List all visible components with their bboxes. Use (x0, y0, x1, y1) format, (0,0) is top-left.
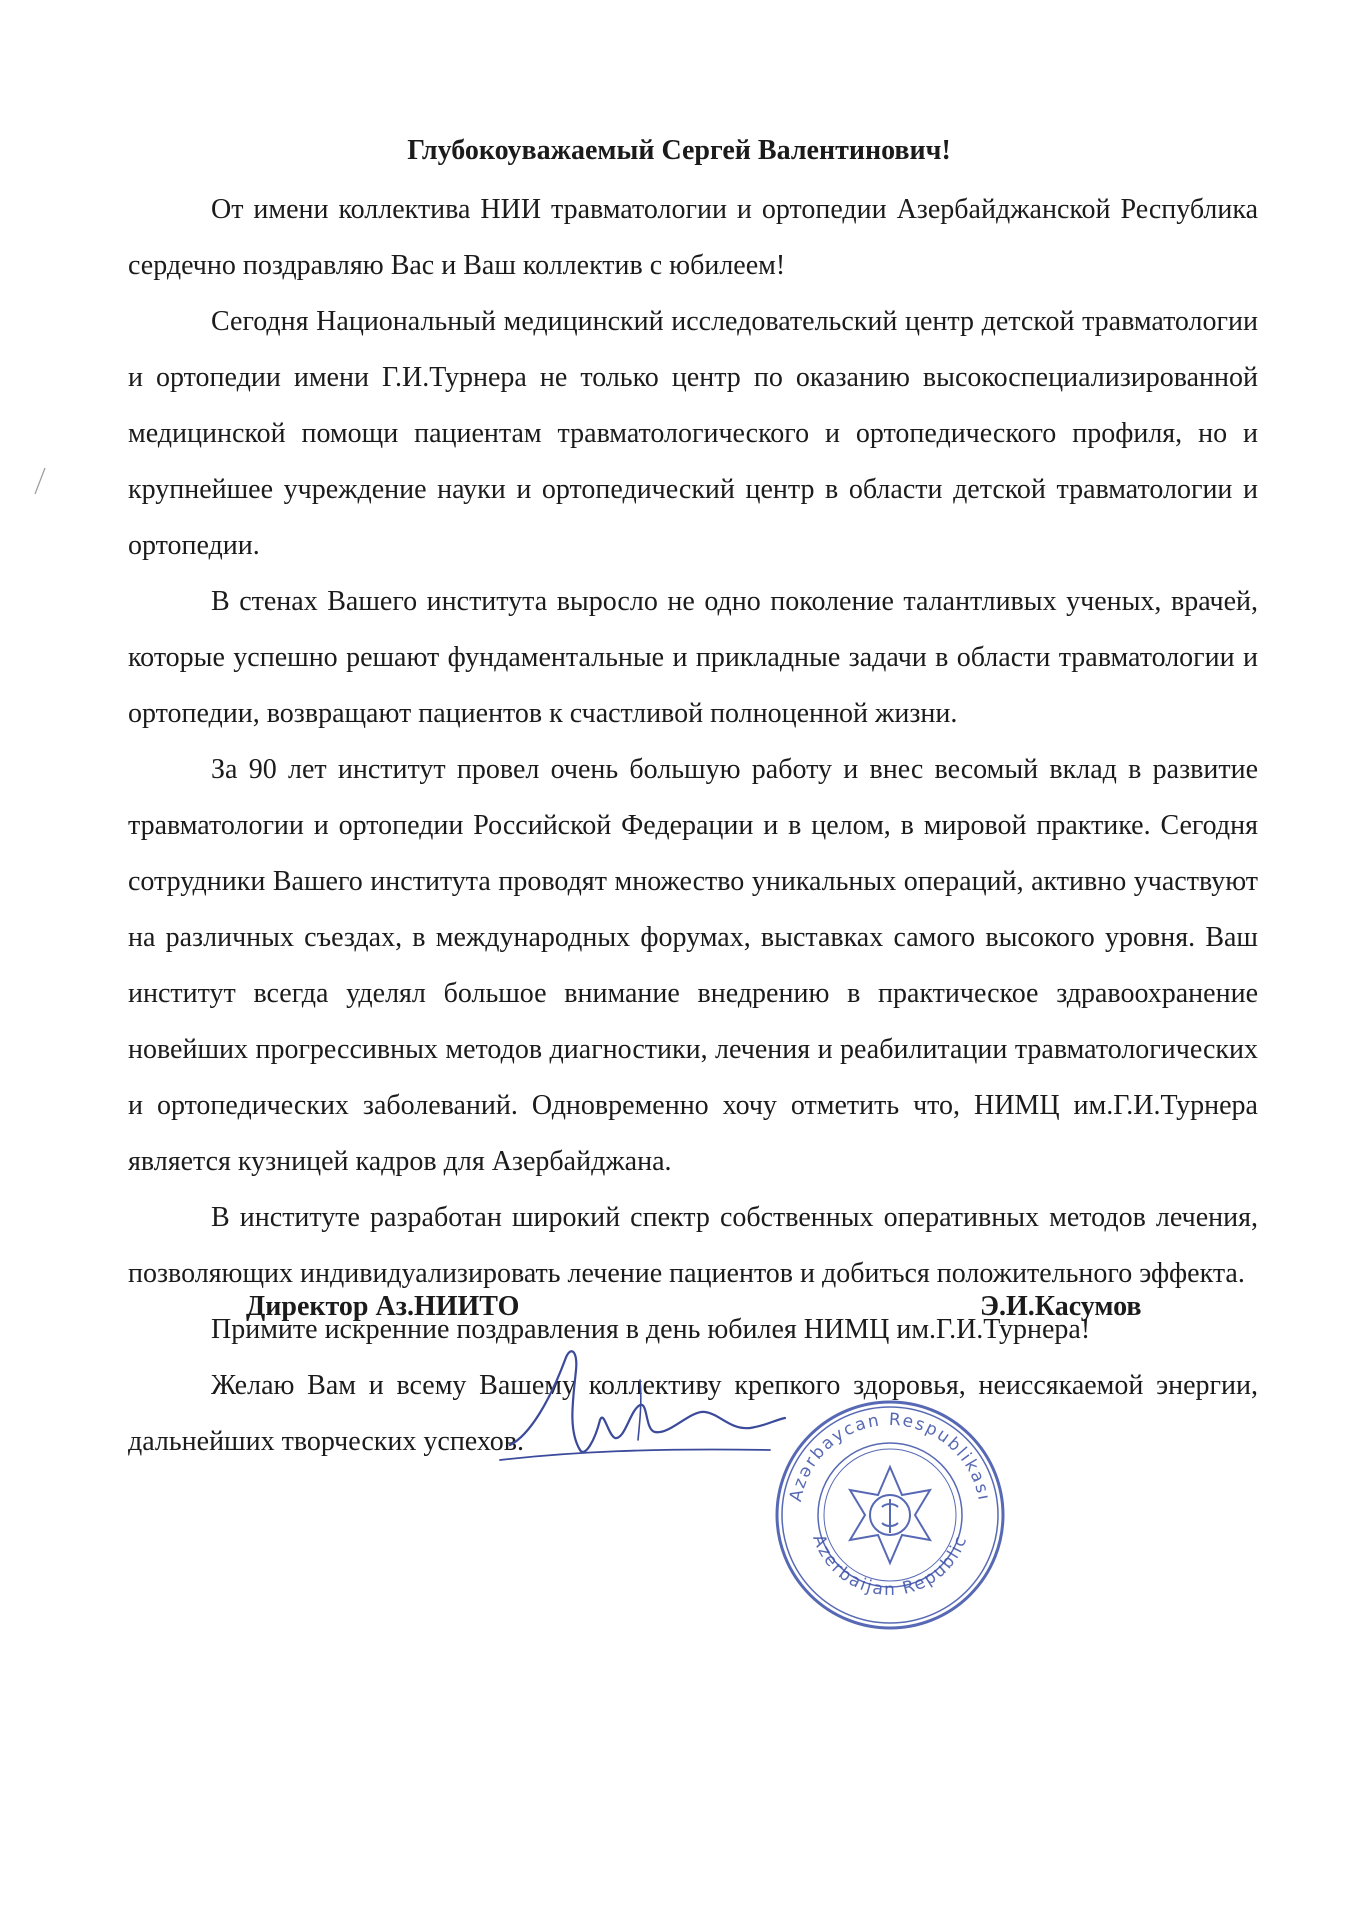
signatory-title: Директор Аз.НИИТО (246, 1291, 520, 1322)
margin-mark (30, 466, 50, 496)
paragraph-center-description: Сегодня Национальный медицинский исследовательский центр детской травматологии и ортопедии имени Г.И.Турнера не только центр по оказанию высокоспециализированной медицинской помощи пациентам травматологического и ортопедического профиля, но и крупнейшее учреждение науки и ортопедический центр в области детской травматологии и ортопедии. (128, 306, 1258, 561)
seal-top-text: Azərbaycan Respublikası (785, 1409, 994, 1504)
paragraph-90-years: За 90 лет институт провел очень большую работу и внес весомый вклад в развитие травматологии и ортопедии Российской Федерации и в целом, в мировой практике. Сегодня сотрудники Вашего института проводят множество уникальных операций, активно участвуют на различных съездах, в международных форумах, выставках самого высокого уровня. Ваш институт всегда уделял большое внимание внедрению в практическое здравоохранение новейших прогрессивных методов диагностики, лечения и реабилитации травматологических и ортопедических заболеваний. Одновременно хочу отметить что, НИМЦ им.Г.И.Турнера является кузницей кадров для Азербайджана. (128, 754, 1258, 1177)
seal-bottom-text: Azerbaijan Republic (808, 1531, 972, 1601)
letter-body (128, 182, 1258, 1470)
handwritten-signature (490, 1340, 790, 1480)
letter-greeting: Глубокоуважаемый Сергей Валентинович! (407, 135, 951, 166)
official-seal (770, 1395, 1010, 1635)
paragraph-methods: В институте разработан широкий спектр собственных оперативных методов лечения, позволяющих индивидуализировать лечение пациентов и добиться положительного эффекта. (128, 1202, 1258, 1289)
svg-text:Azerbaijan Republic (808, 1532, 972, 1600)
paragraph-congratulation: От имени коллектива НИИ травматологии и ортопедии Азербайджанской Республика сердечно поздравляю Вас и Ваш коллектив с юбилеем! (128, 194, 1258, 281)
svg-text:Azərbaycan Respublikası (786, 1410, 994, 1504)
signatory-name: Э.И.Касумов (980, 1291, 1142, 1322)
paragraph-scientists: В стенах Вашего института выросло не одно поколение талантливых ученых, врачей, которые успешно решают фундаментальные и прикладные задачи в области травматологии и ортопедии, возвращают пациентов к счастливой полноценной жизни. (128, 586, 1258, 729)
paragraph-closing-wishes: Желаю Вам и всему Вашему коллективу крепкого здоровья, неиссякаемой энергии, дальнейших творческих успехов. (128, 1370, 1258, 1457)
paragraph-jubilee-wishes: Примите искренние поздравления в день юбилея НИМЦ им.Г.И.Турнера! (211, 1314, 1091, 1345)
